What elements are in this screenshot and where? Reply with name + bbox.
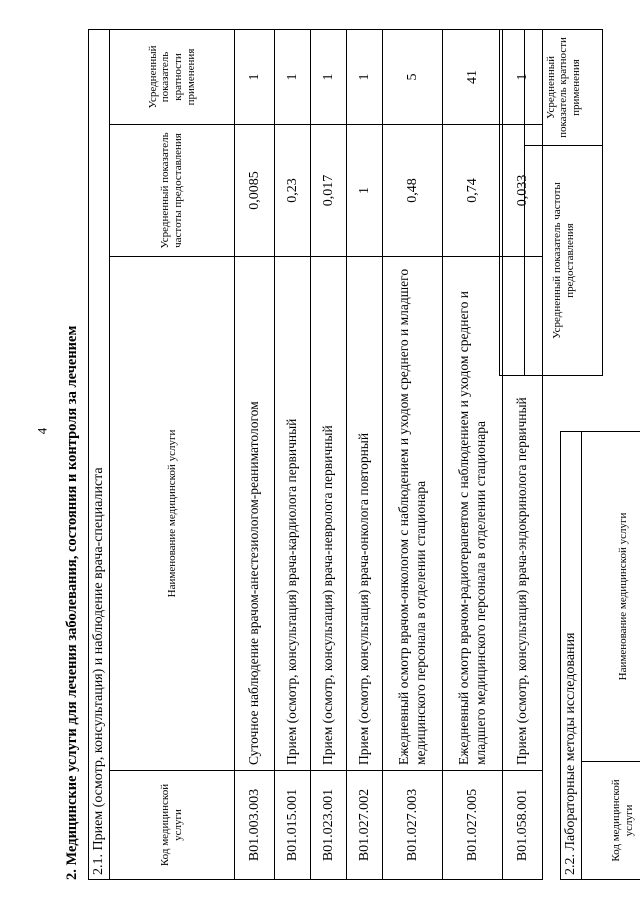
cell-name: Прием (осмотр, консультация) врача-невролога первичный <box>311 257 347 771</box>
table-header-row <box>582 431 640 879</box>
cell-code: B01.058.001 <box>503 771 543 880</box>
cell-name: Ежедневный осмотр врачом-онкологом с наблюдением и уходом среднего и младшего медицинского персонала в отделении стационара <box>383 257 443 771</box>
table-header-row <box>110 29 235 879</box>
header-frequency: Усредненный показатель частоты предоставления <box>525 146 603 376</box>
table-row <box>311 29 347 879</box>
table-header-row <box>525 30 603 376</box>
table-row <box>443 29 503 879</box>
cell-frequency: 1 <box>347 125 383 257</box>
cell-code: B01.027.002 <box>347 771 383 880</box>
table-lab-methods <box>560 431 640 880</box>
document-sheet <box>62 10 635 880</box>
cell-multiplicity: 1 <box>503 29 543 124</box>
table-lab-methods-right-part <box>499 29 603 376</box>
cell-name: Прием (осмотр, консультация) врача-эндокринолога первичный <box>503 257 543 771</box>
header-name: Наименование медицинской услуги <box>110 257 235 771</box>
table-subtitle-row <box>89 29 110 879</box>
cell-frequency: 0,23 <box>275 125 311 257</box>
cell-name: Суточное наблюдение врачом-анестезиологом-реаниматологом <box>235 257 275 771</box>
header-multiplicity: Усредненный показатель кратности применения <box>525 30 603 146</box>
cell-frequency: 0,033 <box>503 125 543 257</box>
cell-code: B01.027.005 <box>443 771 503 880</box>
cell-code: B01.027.003 <box>383 771 443 880</box>
cell-name: Ежедневный осмотр врачом-радиотерапевтом с наблюдением и уходом среднего и младшего медицинского персонала в отделении стационара <box>443 257 503 771</box>
header-frequency: Усредненный показатель частоты предоставления <box>110 125 235 257</box>
table-subtitle: 2.1. Прием (осмотр, консультация) и наблюдение врача-специалиста <box>89 29 110 879</box>
cell-code: B01.015.001 <box>275 771 311 880</box>
header-code: Код медицинской услуги <box>582 762 640 880</box>
cell-multiplicity: 5 <box>383 29 443 124</box>
cell-code: B01.023.001 <box>311 771 347 880</box>
cell-name: Прием (осмотр, консультация) врача-кардиолога первичный <box>275 257 311 771</box>
cell-name: Прием (осмотр, консультация) врача-онколога повторный <box>347 257 383 771</box>
header-multiplicity: Усредненный показатель кратности применения <box>110 29 235 124</box>
cell-frequency: 0,48 <box>383 125 443 257</box>
cell-multiplicity: 1 <box>347 29 383 124</box>
table-row <box>383 29 443 879</box>
table-empty-cell <box>500 30 525 376</box>
table-subtitle: 2.2. Лабораторные методы исследования <box>561 431 582 879</box>
cell-multiplicity: 41 <box>443 29 503 124</box>
table-row <box>275 29 311 879</box>
header-code: Код медицинской услуги <box>110 771 235 880</box>
section-title: 2. Медицинские услуги для лечения заболевания, состояния и контроля за лечением <box>64 325 80 880</box>
table-row-empty <box>500 30 525 376</box>
cell-multiplicity: 1 <box>235 29 275 124</box>
cell-frequency: 0,017 <box>311 125 347 257</box>
cell-code: B01.003.003 <box>235 771 275 880</box>
table-row <box>235 29 275 879</box>
table-consultations <box>88 29 543 880</box>
table-subtitle-row <box>561 431 582 879</box>
cell-frequency: 0,74 <box>443 125 503 257</box>
header-name: Наименование медицинской услуги <box>582 431 640 761</box>
table-row <box>347 29 383 879</box>
page-number: 4 <box>34 427 49 435</box>
cell-frequency: 0,0085 <box>235 125 275 257</box>
cell-multiplicity: 1 <box>275 29 311 124</box>
cell-multiplicity: 1 <box>311 29 347 124</box>
